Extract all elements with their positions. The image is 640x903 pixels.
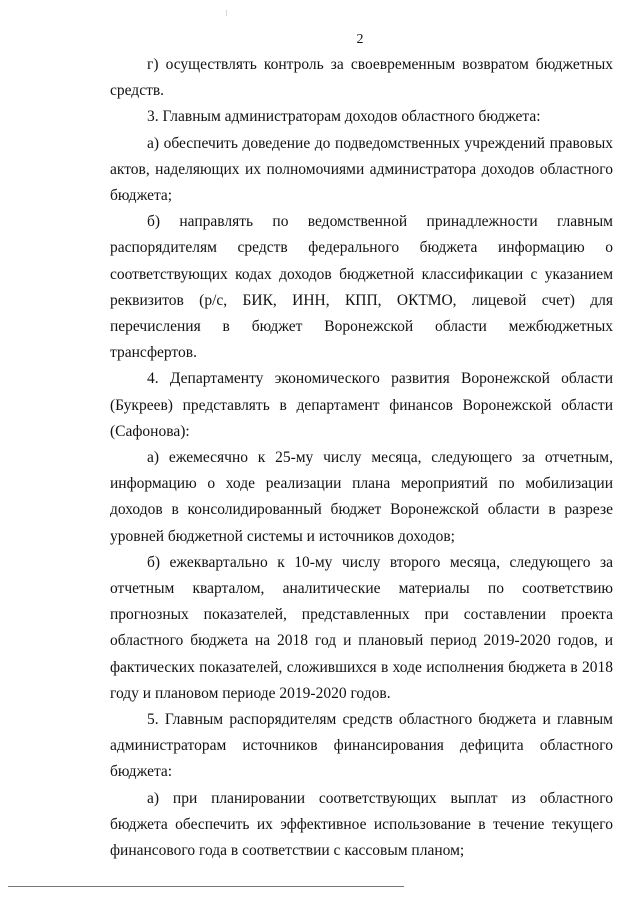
document-body (110, 52, 613, 864)
paragraph-4a-monthly-report: а) ежемесячно к 25-му числу месяца, следующего за отчетным, информацию о ходе реализации плана мероприятий по мобилизации доходов в консолидированный бюджет Воронежской области в разрезе уровней бюджетной системы и источников доходов; (110, 449, 613, 545)
paragraph-4-economic-department: 4. Департаменту экономического развития Воронежской области (Букреев) представлять в департамент финансов Воронежской области (Сафонова): (110, 370, 613, 440)
paragraph-3-revenue-administrators: 3. Главным администраторам доходов областного бюджета: (147, 108, 541, 126)
paragraph-2g-control-return: г) осуществлять контроль за своевременным возвратом бюджетных средств. (110, 56, 613, 100)
footer-divider (8, 886, 404, 887)
paragraph-3a-legal-acts: а) обеспечить доведение до подведомственных учреждений правовых актов, наделяющих их полномочиями администратора доходов областного бюджета; (110, 134, 613, 205)
paragraph-4b-quarterly-report: б) ежеквартально к 10-му числу второго месяца, следующего за отчетным кварталом, аналитические материалы по соответствию прогнозных показателей, представленных при составлении проекта областного бюджета на 2018 год и плановый период 2019-2020 годов, и фактических показателей, сложившихся в ходе исполнения бюджета в 2018 году и плановом периоде 2019-2020 годов. (110, 553, 613, 702)
page-number: 2 (356, 32, 364, 47)
scan-mark (226, 10, 227, 16)
paragraph-5a-payment-planning: а) при планировании соответствующих выплат из областного бюджета обеспечить их эффективное использование в течение текущего финансового года в соответствии с кассовым планом; (110, 789, 613, 860)
paragraph-5-main-distributors: 5. Главным распорядителям средств областного бюджета и главным администраторам источников финансирования дефицита областного бюджета: (110, 711, 613, 781)
paragraph-3b-revenue-codes: б) направлять по ведомственной принадлежности главным распорядителям средств федерального бюджета информацию о соответствующих кодах доходов бюджетной классификации с указанием реквизитов (р/с, БИК, ИНН, КПП, ОКТМО, лицевой счет) для перечисления в бюджет Воронежской области межбюджетных трансфертов. (110, 213, 613, 362)
